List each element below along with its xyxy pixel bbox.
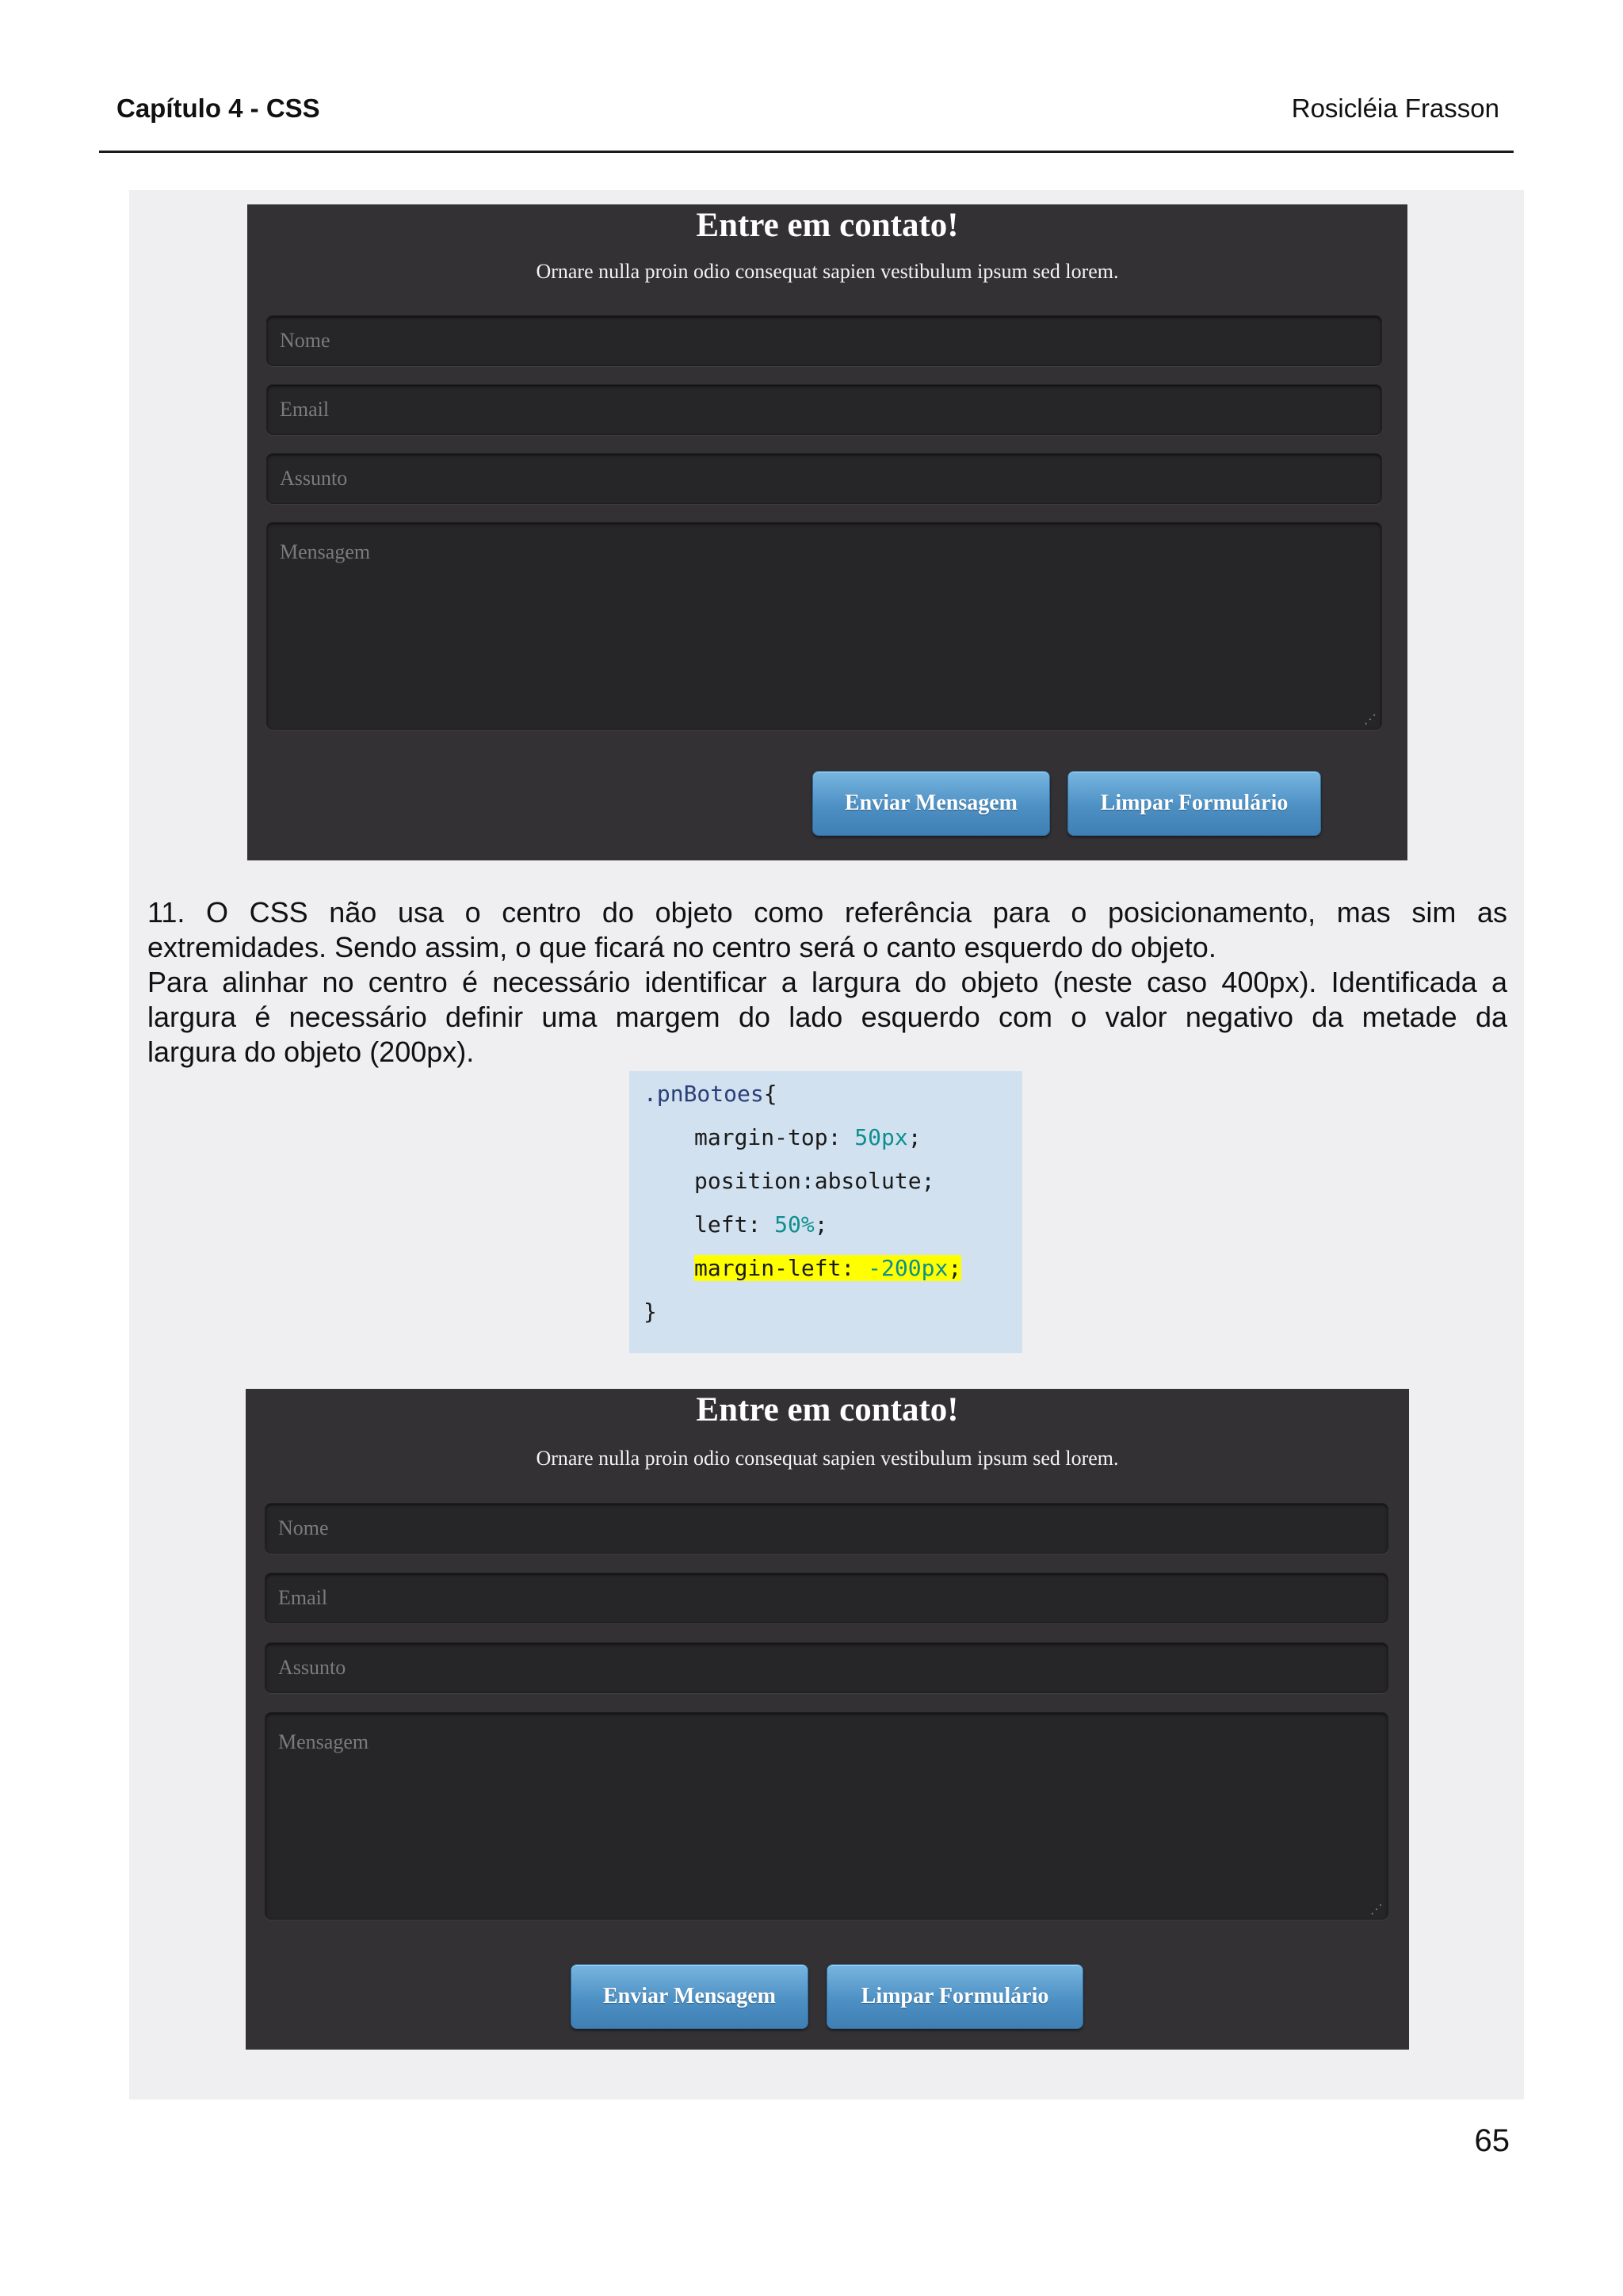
code-margin-left-prop: margin-left: — [694, 1255, 869, 1281]
name-placeholder: Nome — [280, 329, 330, 352]
clear-form-button[interactable]: Limpar Formulário — [1067, 771, 1321, 836]
code-margin-top-value: 50px — [854, 1124, 908, 1150]
email-field[interactable] — [266, 384, 1382, 435]
code-highlight — [694, 1255, 961, 1281]
send-message-button[interactable]: Enviar Mensagem — [812, 771, 1050, 836]
subject-placeholder: Assunto — [278, 1656, 346, 1679]
code-left-value: 50% — [774, 1211, 815, 1238]
form-subtitle: Ornare nulla proin odio consequat sapien vestibulum ipsum sed lorem. — [536, 1447, 1119, 1470]
subject-field[interactable] — [265, 1642, 1388, 1693]
code-semicolon: ; — [814, 1211, 828, 1238]
page-number: 65 — [1474, 2123, 1510, 2158]
email-placeholder: Email — [280, 398, 330, 421]
explanation-line-2: extremidades. Sendo assim, o que ficará no centro será o canto esquerdo do objeto. — [147, 931, 1216, 963]
code-margin-left-value: -200px — [868, 1255, 949, 1281]
code-margin-top-prop: margin-top: — [694, 1124, 855, 1150]
name-placeholder: Nome — [278, 1516, 329, 1539]
email-field[interactable] — [265, 1573, 1388, 1623]
message-textarea[interactable] — [266, 522, 1382, 730]
author-name: Rosicléia Frasson — [1291, 93, 1499, 123]
page-header — [99, 93, 1514, 153]
contact-form-before — [247, 204, 1407, 860]
name-field[interactable] — [265, 1503, 1388, 1554]
form-title: Entre em contato! — [696, 207, 959, 244]
resize-grip-icon[interactable]: ⋰ — [1364, 711, 1377, 727]
code-line-margin-top — [694, 1124, 922, 1150]
message-textarea[interactable] — [265, 1712, 1388, 1920]
chapter-title: Capítulo 4 - CSS — [116, 93, 320, 123]
code-line-left — [694, 1211, 828, 1238]
subject-placeholder: Assunto — [280, 467, 348, 490]
send-message-button[interactable]: Enviar Mensagem — [571, 1964, 808, 2029]
form-subtitle: Ornare nulla proin odio consequat sapien vestibulum ipsum sed lorem. — [536, 260, 1119, 283]
name-field[interactable] — [266, 315, 1382, 366]
code-left-prop: left: — [694, 1211, 775, 1238]
form-title: Entre em contato! — [696, 1391, 959, 1428]
contact-form-after — [246, 1389, 1409, 2050]
code-semicolon: ; — [948, 1255, 962, 1281]
code-open-brace: { — [763, 1081, 777, 1107]
explanation-line-5: largura do objeto (200px). — [147, 1035, 475, 1068]
subject-field[interactable] — [266, 453, 1382, 504]
code-semicolon: ; — [907, 1124, 922, 1150]
resize-grip-icon[interactable]: ⋰ — [1370, 1901, 1383, 1917]
code-snippet — [629, 1071, 1022, 1353]
message-placeholder: Mensagem — [278, 1730, 369, 1753]
explanation-line-3: Para alinhar no centro é necessário identificar a largura do objeto (neste caso 400px). Identificada a — [147, 966, 1507, 998]
code-line-selector — [643, 1081, 777, 1107]
message-placeholder: Mensagem — [280, 540, 371, 563]
clear-form-button[interactable]: Limpar Formulário — [827, 1964, 1083, 2029]
email-placeholder: Email — [278, 1586, 328, 1609]
code-selector: .pnBotoes — [643, 1081, 764, 1107]
explanation-line-4: largura é necessário definir uma margem do lado esquerdo com o valor negativo da metade da — [147, 1001, 1507, 1033]
code-line-position: position:absolute; — [694, 1168, 935, 1194]
explanation-line-1: 11. O CSS não usa o centro do objeto como referência para o posicionamento, mas sim as — [147, 896, 1507, 929]
code-line-margin-left — [694, 1255, 961, 1281]
code-close-brace: } — [643, 1299, 657, 1325]
